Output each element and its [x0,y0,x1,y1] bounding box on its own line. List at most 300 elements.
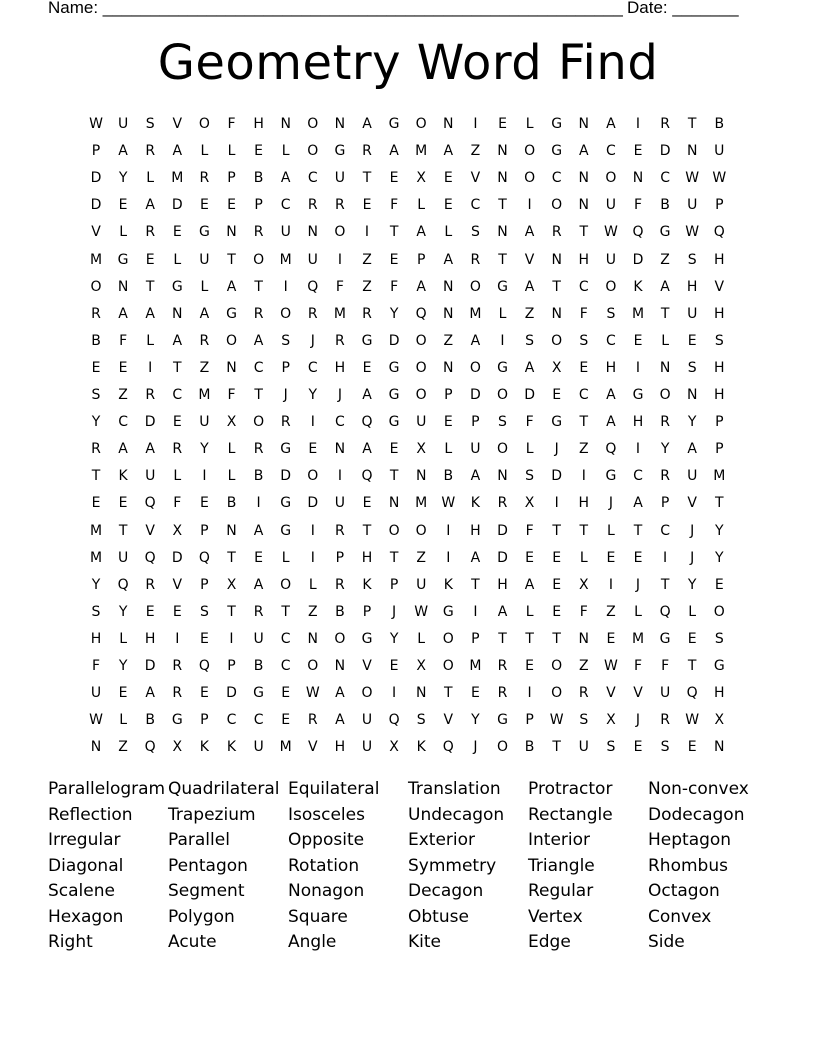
grid-letter: O [442,658,454,674]
grid-letter: A [606,387,616,403]
grid-letter: V [443,712,454,729]
grid-letter: T [227,549,236,566]
grid-letter: R [253,603,264,620]
grid-letter: V [633,685,643,702]
grid-letter: E [362,359,372,376]
grid-letter: Y [118,603,128,620]
grid-letter: Q [361,468,373,485]
grid-letter: C [578,387,589,403]
grid-letter: N [632,170,644,187]
grid-letter: G [497,359,508,376]
grid-letter: Y [308,387,318,403]
grid-letter: O [415,522,427,539]
grid-letter: D [144,414,156,431]
grid-letter: A [660,278,670,295]
grid-letter: V [145,522,155,539]
grid-letter: C [307,170,318,187]
grid-letter: O [713,603,725,620]
grid-letter: B [524,739,535,756]
grid-letter: Z [118,387,128,403]
grid-letter: J [635,712,641,729]
page-title: Geometry Word Find [157,35,659,91]
grid-letter: S [579,712,589,729]
grid-letter: E [633,549,643,566]
grid-letter: B [660,197,670,214]
grid-letter: E [118,495,128,512]
grid-letter: O [415,332,427,349]
grid-letter: E [389,441,399,458]
grid-letter: E [389,658,399,674]
grid-letter: S [498,414,507,431]
grid-letter: R [307,712,318,729]
grid-letter: C [280,197,291,214]
grid-letter: H [334,739,346,756]
grid-letter: L [525,116,534,132]
grid-letter: Y [91,576,101,593]
grid-letter: G [253,685,265,702]
grid-letter: T [362,170,372,187]
grid-letter: X [172,522,183,539]
grid-letter: U [605,197,617,214]
grid-letter: D [307,495,319,512]
grid-letter: E [172,603,182,620]
grid-letter: E [118,197,128,214]
grid-letter: T [552,739,561,756]
word-list-item: Nonagon [288,881,365,901]
grid-letter: Q [659,603,671,620]
grid-letter: T [687,116,697,132]
grid-letter: I [608,576,613,593]
grid-letter: G [659,630,671,647]
grid-letter: R [145,143,156,160]
grid-letter: J [283,387,288,403]
grid-letter: B [253,658,264,674]
grid-letter: D [90,197,102,214]
grid-letter: V [524,251,535,268]
grid-letter: A [606,414,616,431]
grid-letter: S [525,468,535,485]
grid-letter: E [552,576,562,593]
grid-letter: I [446,549,451,566]
grid-letter: R [145,387,156,403]
grid-letter: S [660,739,670,756]
grid-letter: E [633,739,643,756]
word-list-item: Opposite [288,830,365,850]
grid-letter: L [606,522,615,539]
grid-letter: A [362,441,372,458]
grid-letter: E [199,197,209,214]
grid-letter: W [685,170,700,187]
grid-letter: G [551,116,563,132]
grid-letter: B [145,712,155,729]
grid-letter: D [280,468,292,485]
grid-letter: Z [362,278,372,295]
grid-letter: A [470,468,481,485]
grid-letter: F [390,197,399,214]
grid-letter: O [307,143,319,160]
grid-letter: M [279,739,292,756]
grid-letter: M [279,251,292,268]
grid-letter: S [145,116,155,132]
grid-letter: T [173,359,182,376]
grid-letter: X [226,576,237,593]
grid-letter: I [527,685,532,702]
grid-letter: S [606,739,616,756]
grid-letter: Q [144,549,156,566]
grid-letter: A [172,143,183,160]
grid-letter: I [663,549,668,566]
grid-letter: G [117,251,129,268]
grid-letter: A [335,685,345,702]
word-list-item: Interior [528,830,591,850]
grid-letter: Y [118,658,128,674]
grid-letter: E [443,197,453,214]
grid-letter: G [171,712,183,729]
grid-letter: I [337,468,342,485]
grid-letter: G [632,387,644,403]
grid-letter: O [334,630,346,647]
grid-letter: N [497,143,508,160]
grid-letter: P [200,576,209,593]
grid-letter: R [172,685,183,702]
grid-letter: O [415,116,427,132]
grid-letter: A [524,278,535,295]
grid-letter: P [471,414,480,431]
grid-letter: R [660,414,670,431]
grid-letter: R [335,522,345,539]
word-list-item: Obtuse [408,906,469,927]
grid-letter: E [145,603,155,620]
grid-letter: S [714,630,724,647]
word-list-item: Acute [168,932,217,952]
grid-letter: R [470,251,481,268]
word-list-item: Trapezium [168,804,256,825]
grid-letter: Q [415,305,427,322]
grid-letter: P [227,170,236,187]
grid-letter: L [146,332,155,349]
grid-letter: Z [579,441,589,458]
grid-letter: H [144,630,156,647]
grid-letter: R [660,712,670,729]
grid-letter: K [118,468,128,485]
grid-letter: S [470,224,480,241]
grid-letter: L [119,224,127,241]
grid-letter: A [443,251,454,268]
grid-letter: T [552,278,561,295]
grid-letter: S [91,387,101,403]
grid-letter: I [310,414,315,431]
grid-letter: W [685,712,700,729]
grid-letter: D [171,197,183,214]
grid-letter: A [416,278,426,295]
grid-letter: H [334,359,346,376]
grid-letter: N [334,658,346,674]
grid-letter: H [632,414,644,431]
grid-letter: C [280,630,291,647]
grid-letter: J [392,603,397,620]
grid-letter: J [690,522,695,539]
grid-letter: E [633,143,643,160]
grid-letter: G [551,414,563,431]
grid-letter: U [714,143,725,160]
grid-letter: Q [198,549,210,566]
grid-letter: F [633,658,643,674]
grid-letter: H [714,359,725,376]
grid-letter: A [606,116,616,132]
grid-letter: T [579,414,589,431]
grid-letter: I [283,278,288,295]
grid-letter: A [524,224,535,241]
grid-letter: A [199,305,210,322]
grid-letter: I [500,332,505,349]
grid-letter: P [200,522,209,539]
grid-letter: H [714,305,725,322]
grid-letter: H [497,576,508,593]
grid-letter: T [444,685,453,702]
grid-letter: C [118,414,128,431]
grid-letter: E [199,495,209,512]
grid-letter: L [579,549,588,566]
grid-letter: N [497,224,508,241]
grid-letter: L [688,603,697,620]
grid-letter: R [551,224,562,241]
grid-letter: R [280,414,291,431]
grid-letter: Y [471,712,480,729]
grid-letter: W [603,658,618,674]
grid-letter: L [444,441,453,458]
word-list-item: Equilateral [288,779,380,799]
grid-letter: O [334,224,346,241]
grid-letter: G [280,495,292,512]
grid-letter: A [389,143,399,160]
grid-letter: O [551,685,563,702]
grid-letter: F [579,603,588,620]
grid-letter: O [280,305,292,322]
name-field: Name: _______________________________________________________ [48,0,623,17]
grid-letter: L [281,549,290,566]
grid-letter: E [227,197,236,214]
grid-letter: G [551,143,563,160]
grid-letter: R [253,305,264,322]
grid-letter: G [713,658,725,674]
grid-letter: K [416,739,426,756]
grid-letter: A [253,332,264,349]
grid-letter: N [226,522,237,539]
word-list-item: Symmetry [408,855,497,876]
grid-letter: B [335,603,345,620]
grid-letter: L [227,441,236,458]
grid-letter: N [686,387,698,403]
grid-letter: I [473,603,478,620]
grid-letter: E [199,630,209,647]
grid-letter: S [91,603,101,620]
grid-letter: R [497,495,508,512]
grid-letter: S [579,332,589,349]
grid-letter: Q [442,739,454,756]
grid-letter: V [606,685,616,702]
grid-letter: J [608,495,613,512]
grid-letter: P [444,387,453,403]
grid-letter: V [91,224,101,241]
grid-letter: G [388,414,400,431]
grid-letter: F [579,305,588,322]
grid-letter: U [416,576,427,593]
grid-letter: P [335,549,345,566]
grid-letter: H [686,278,698,295]
grid-letter: F [633,197,643,214]
grid-letter: T [227,603,236,620]
word-list-item: Convex [648,906,712,927]
grid-letter: U [334,495,346,512]
grid-letter: J [310,332,315,349]
grid-letter: E [443,170,453,187]
grid-letter: B [253,170,264,187]
grid-letter: E [552,387,562,403]
grid-letter: H [470,522,481,539]
grid-letter: N [415,685,427,702]
grid-letter: M [469,658,482,674]
grid-letter: I [148,359,153,376]
grid-letter: T [389,549,399,566]
grid-letter: I [554,495,559,512]
grid-letter: R [578,685,589,702]
grid-letter: U [280,224,291,241]
grid-letter: R [307,197,318,214]
grid-letter: E [470,685,480,702]
grid-letter: C [253,359,264,376]
grid-letter: E [118,685,128,702]
grid-letter: O [496,387,509,403]
word-list-item: Exterior [408,830,476,850]
grid-letter: O [605,170,617,187]
grid-letter: Y [687,576,697,593]
grid-letter: S [281,332,291,349]
grid-letter: I [310,549,315,566]
grid-letter: F [525,414,534,431]
grid-letter: O [442,630,454,647]
grid-letter: E [362,197,372,214]
grid-letter: O [551,658,563,674]
grid-letter: H [90,630,102,647]
grid-letter: I [256,495,261,512]
grid-letter: I [392,685,397,702]
grid-letter: U [578,739,589,756]
grid-letter: H [605,359,617,376]
grid-letter: T [633,522,643,539]
grid-letter: B [714,116,725,132]
grid-letter: I [202,468,207,485]
grid-letter: X [579,576,589,593]
grid-letter: N [497,170,508,187]
grid-letter: W [603,224,618,241]
word-list-item: Rhombus [648,855,728,876]
grid-letter: O [198,116,210,132]
grid-letter: R [199,170,210,187]
word-list-item: Parallel [168,830,230,850]
grid-letter: W [414,603,429,620]
grid-letter: B [226,495,237,512]
grid-letter: V [714,278,725,295]
grid-letter: N [443,278,454,295]
grid-letter: X [714,712,725,729]
grid-letter: R [145,224,156,241]
grid-letter: D [551,468,563,485]
grid-letter: Y [389,305,399,322]
grid-letter: B [91,332,101,349]
grid-letter: E [606,549,616,566]
grid-letter: M [198,387,211,403]
grid-letter: N [415,468,427,485]
word-list-item: Edge [528,932,571,952]
grid-letter: O [415,387,427,403]
grid-letter: F [227,387,236,403]
grid-letter: E [525,658,535,674]
grid-letter: Y [687,414,697,431]
grid-letter: S [714,332,724,349]
grid-letter: P [91,143,101,160]
grid-letter: N [551,305,562,322]
grid-letter: Y [118,170,128,187]
grid-letter: O [415,359,427,376]
grid-letter: A [253,522,264,539]
grid-letter: L [200,278,209,295]
grid-letter: W [549,712,564,729]
grid-letter: A [524,359,535,376]
grid-letter: K [362,576,372,593]
grid-letter: S [525,332,535,349]
grid-letter: E [362,495,372,512]
grid-letter: Q [307,278,319,295]
grid-letter: Q [144,495,156,512]
grid-letter: U [659,685,671,702]
grid-letter: T [579,224,589,241]
grid-letter: C [551,170,562,187]
grid-letter: L [173,251,182,268]
word-list-item: Quadrilateral [168,779,280,799]
grid-letter: E [552,603,562,620]
grid-letter: A [280,170,291,187]
grid-letter: C [253,712,264,729]
grid-letter: A [633,495,643,512]
grid-letter: E [606,630,616,647]
grid-letter: V [308,739,318,756]
grid-letter: G [497,712,508,729]
grid-letter: T [118,522,128,539]
grid-letter: T [254,278,263,295]
grid-letter: Y [715,522,724,539]
grid-letter: N [280,116,291,132]
grid-letter: C [660,170,670,187]
word-list-item: Rotation [288,855,360,876]
grid-letter: A [579,143,589,160]
grid-letter: C [470,197,481,214]
grid-letter: R [172,658,183,674]
grid-letter: M [415,495,428,512]
grid-letter: D [226,685,237,702]
grid-letter: L [119,630,127,647]
grid-letter: A [253,576,264,593]
grid-letter: E [552,549,562,566]
word-list-item: Isosceles [288,804,365,825]
grid-letter: G [388,359,400,376]
word-list-item: Non-convex [648,779,749,799]
grid-letter: I [175,630,180,647]
grid-letter: N [659,359,671,376]
grid-letter: M [171,170,184,187]
grid-letter: U [470,441,481,458]
grid-letter: K [633,278,643,295]
grid-letter: P [362,603,372,620]
